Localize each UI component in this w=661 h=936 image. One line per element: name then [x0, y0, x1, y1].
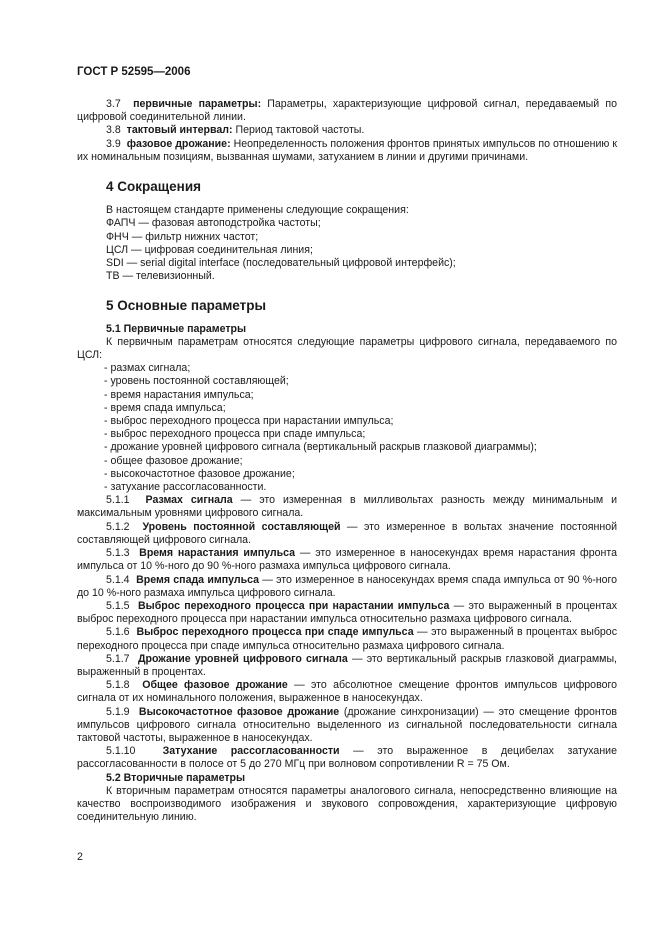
standard-header: ГОСТ Р 52595—2006: [77, 66, 191, 78]
subsection-5-1-heading: 5.1 Первичные параметры: [106, 322, 247, 335]
list-item: - уровень постоянной составляющей;: [104, 375, 617, 388]
list-item: - время спада импульса;: [104, 402, 617, 415]
abbreviation-item: ФНЧ — фильтр нижних частот;: [106, 230, 259, 243]
parameter-term: Дрожание уровней цифрового сигнала: [137, 652, 348, 665]
parameter-term: Выброс переходного процесса при нарастании импульса: [138, 599, 450, 612]
parameter-5-1-9: 5.1.9 Высокочастотное фазовое дрожание (дрожание синхронизации) — это смещение фронтов импульсов цифрового сигнала относительно выделенного из сигнальной последовательности сигнала тактовой частоты, выраженное в наносекундах.: [77, 705, 617, 744]
definition-3-8: 3.8 тактовый интервал: Период тактовой частоты.: [106, 124, 365, 137]
parameter-term: Высокочастотное фазовое дрожание: [138, 705, 340, 718]
abbreviation-item: ЦСЛ — цифровая соединительная линия;: [106, 243, 313, 256]
parameter-5-1-7: 5.1.7 Дрожание уровней цифрового сигнала — это вертикальный раскрыв глазковой диаграммы, выраженный в процентах.: [77, 652, 618, 678]
list-item: - дрожание уровней цифрового сигнала (вертикальный раскрыв глазковой диаграммы);: [104, 441, 617, 454]
subsection-5-2-heading: 5.2 Вторичные параметры: [106, 771, 246, 784]
parameter-term: Время спада импульса: [136, 573, 259, 586]
definition-3-9: 3.9 фазовое дрожание: Неопределенность положения фронтов принятых импульсов по отношению к их номинальным позициям, вызванная шумами, затуханием в линии и другими причинами.: [77, 137, 618, 163]
parameter-5-1-2: 5.1.2 Уровень постоянной составляющей — это измеренное в вольтах значение постоянной составляющей цифрового сигнала.: [77, 520, 617, 546]
parameter-5-1-3: 5.1.3 Время нарастания импульса — это измеренное в наносекундах время нарастания фронта импульса от 10 %-ного до 90 %-ного размаха импульса цифрового сигнала.: [77, 547, 617, 573]
parameter-term: Время нарастания импульса: [139, 547, 296, 560]
list-item: - размах сигнала;: [104, 362, 617, 375]
section-5-heading: 5 Основные параметры: [106, 298, 267, 314]
list-item: - общее фазовое дрожание;: [104, 455, 617, 468]
section-4-intro: В настоящем стандарте применены следующие сокращения:: [106, 204, 409, 217]
definition-term: фазовое дрожание:: [126, 137, 231, 150]
section-4-heading: 4 Сокращения: [106, 179, 201, 195]
parameter-5-1-10: 5.1.10 Затухание рассогласованности — это выраженное в децибелах затухание рассогласованности в полосе от 5 до 270 МГц при волновом сопротивлении R = 75 Ом.: [77, 745, 617, 771]
parameter-5-1-1: 5.1.1 Размах сигнала — это измеренная в милливольтах разность между минимальным и максимальным уровнями цифрового сигнала.: [77, 494, 618, 520]
abbreviation-item: ТВ — телевизионный.: [106, 270, 215, 283]
list-item: - затухание рассогласованности.: [104, 481, 617, 494]
list-item: - выброс переходного процесса при нарастании импульса;: [104, 415, 617, 428]
parameter-term: Затухание рассогласованности: [162, 745, 340, 758]
definition-3-7: 3.7 первичные параметры: Параметры, характеризующие цифровой сигнал, передаваемый по цифровой соединительной линии.: [77, 98, 617, 124]
parameter-term: Выброс переходного процесса при спаде импульса: [136, 626, 414, 639]
parameter-5-1-5: 5.1.5 Выброс переходного процесса при нарастании импульса — это выраженный в процентах выброс переходного процесса при нарастании импульса относительно размаха цифрового сигнала.: [77, 599, 617, 626]
parameter-term: Общее фазовое дрожание: [142, 679, 288, 692]
primary-parameters-list: [77, 362, 617, 494]
parameter-5-1-8: 5.1.8 Общее фазовое дрожание — это абсолютное смещение фронтов импульсов цифрового сигнала от их номинального положения, выраженное в наносекундах.: [77, 679, 617, 705]
page-number: 2: [77, 851, 83, 863]
parameter-term: Размах сигнала: [145, 494, 233, 507]
parameter-term: Уровень постоянной составляющей: [142, 520, 341, 533]
subsection-5-1-intro: К первичным параметрам относятся следующие параметры цифрового сигнала, передаваемого по ЦСЛ:: [77, 335, 617, 362]
definition-term: тактовый интервал:: [126, 124, 233, 137]
abbreviation-item: SDI — serial digital interface (последовательный цифровой интерфейс);: [106, 257, 456, 270]
list-item: - высокочастотное фазовое дрожание;: [104, 468, 617, 481]
parameter-5-1-6: 5.1.6 Выброс переходного процесса при спаде импульса — это выраженный в процентах выброс переходного процесса при спаде импульса относительно размаха цифрового сигнала.: [77, 626, 617, 652]
list-item: - выброс переходного процесса при спаде импульса;: [104, 428, 617, 441]
definition-term: первичные параметры:: [133, 98, 262, 110]
list-item: - время нарастания импульса;: [104, 389, 617, 402]
document-body: [77, 98, 617, 824]
subsection-5-2-text: К вторичным параметрам относятся параметры аналогового сигнала, непосредственно влияющие на качество воспроизводимого изображения и звукового сопровождения, характеризующие цифровую соединительную линию.: [77, 784, 617, 824]
parameter-5-1-4: 5.1.4 Время спада импульса — это измеренное в наносекундах время спада импульса от 90 %-ного до 10 %-ного размаха импульса цифрового сигнала.: [77, 573, 617, 599]
abbreviation-item: ФАПЧ — фазовая автоподстройка частоты;: [106, 217, 321, 230]
